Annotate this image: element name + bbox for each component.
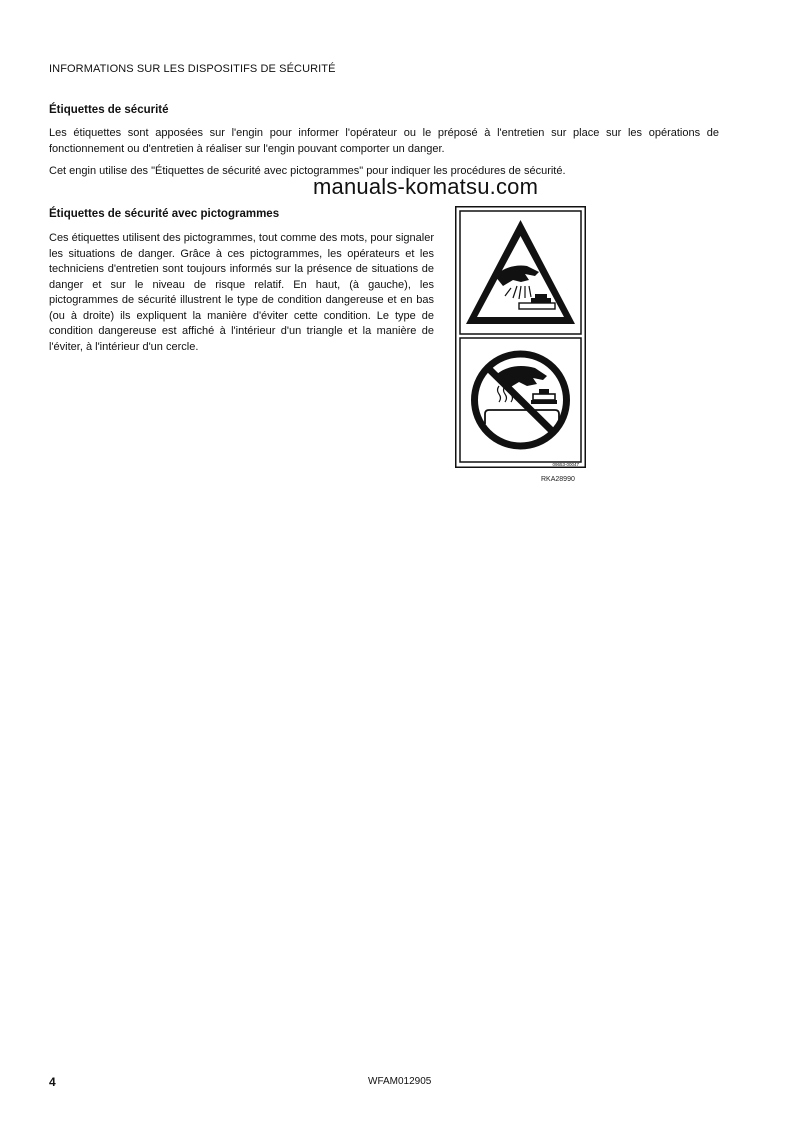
running-header: INFORMATIONS SUR LES DISPOSITIFS DE SÉCURITÉ <box>49 63 336 75</box>
safety-label-figure <box>455 206 586 468</box>
label-part-number: 09653-00047 <box>552 462 579 467</box>
section-heading-pictogram-labels: Étiquettes de sécurité avec pictogrammes <box>49 208 280 220</box>
section-heading-safety-labels: Étiquettes de sécurité <box>49 104 169 116</box>
paragraph-pictogram-explanation: Ces étiquettes utilisent des pictogrammes, tout comme des mots, pour signaler les situations de danger. Grâce à ces pictogrammes, les opérateurs et les techniciens d'entretien sont toujours informés sur la présence de situations de danger et sur le niveau de risque relatif. En haut, (à gauche), les pictogrammes de sécurité illustrent le type de condition dangereuse et en bas (ou à droite) ils expliquent la manière d'éviter cette condition. Le type de condition dangereuse est affiché à l'intérieur d'un triangle et la manière de l'éviter, à l'intérieur d'un cercle. <box>49 232 434 353</box>
paragraph-labels-intro: Les étiquettes sont apposées sur l'engin pour informer l'opérateur ou le préposé à l'entretien sur place sur les opérations de fonctionnement ou d'entretien à réaliser sur l'engin pouvant comporter un danger. <box>49 127 719 155</box>
prohibited-hand-on-radiator-cap-icon <box>475 354 567 446</box>
paragraph-pictogram-usage: Cet engin utilise des "Étiquettes de sécurité avec pictogrammes" pour indiquer les procédures de sécurité. <box>49 165 566 177</box>
document-code: WFAM012905 <box>368 1076 432 1087</box>
watermark-text: manuals-komatsu.com <box>313 174 539 199</box>
figure-reference-label: RKA28990 <box>541 476 575 483</box>
page-number: 4 <box>49 1075 56 1089</box>
